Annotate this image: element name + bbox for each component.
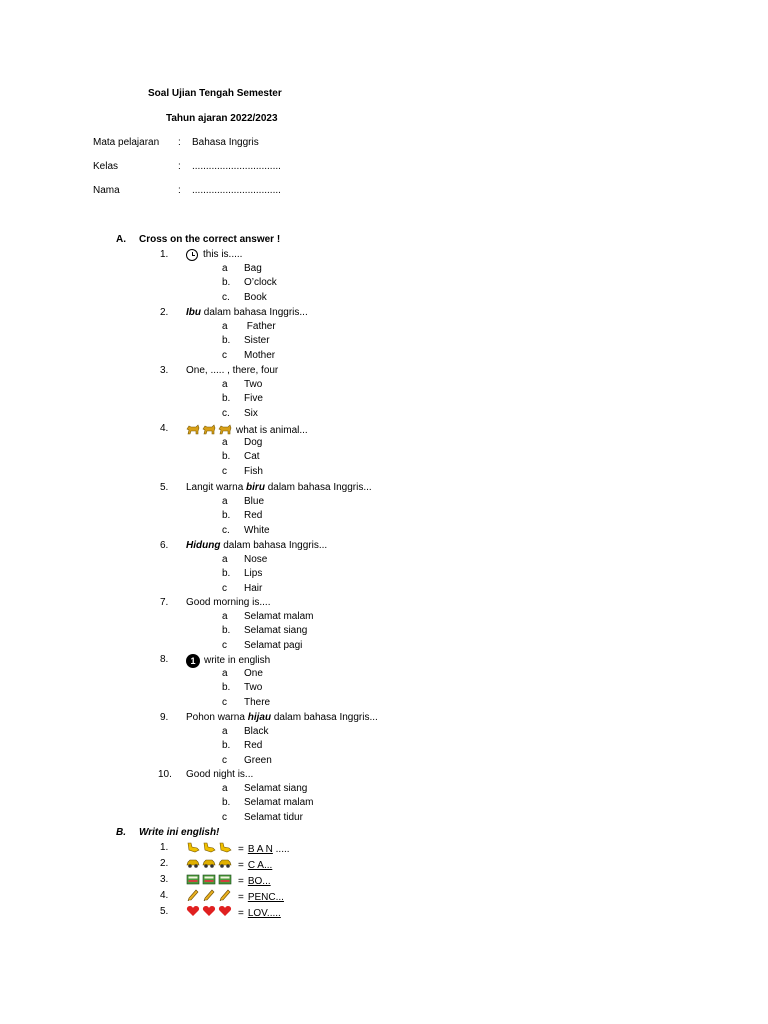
option-text: One — [244, 668, 263, 679]
answer-option[interactable] — [0, 726, 768, 740]
exam-title: Soal Ujian Tengah Semester — [148, 88, 282, 99]
question-text — [186, 365, 278, 377]
section-a-marker: A. — [116, 234, 126, 245]
option-letter: b. — [222, 510, 231, 522]
class-sep: : — [178, 161, 181, 172]
question — [0, 482, 768, 496]
equals-sign: = — [238, 907, 244, 919]
question-keyword: Hidung — [186, 540, 221, 551]
option-text: Selamat siang — [244, 625, 308, 637]
question-text-post: dalam bahasa Inggris... — [220, 540, 328, 551]
option-letter: b. — [222, 451, 231, 463]
answer-blank[interactable]: LOV..... — [247, 907, 281, 919]
item-line — [186, 889, 284, 906]
option-text: Red — [244, 510, 263, 522]
answer-option[interactable] — [0, 783, 768, 797]
heart-icon-group — [186, 905, 232, 922]
option-letter: a — [222, 321, 228, 332]
answer-tail: ..... — [272, 843, 290, 855]
answer-option[interactable] — [0, 292, 768, 306]
option-text: Nose — [244, 554, 268, 565]
option-text: Lips — [244, 568, 263, 580]
answer-option[interactable] — [0, 740, 768, 754]
question-text-post: this is..... — [203, 249, 243, 260]
question-text — [186, 769, 253, 781]
option-letter: a — [222, 554, 228, 565]
option-letter: b. — [222, 740, 231, 752]
question-keyword: biru — [246, 482, 265, 493]
answer-option[interactable] — [0, 682, 768, 696]
option-text: Hair — [244, 582, 263, 594]
class-label: Kelas — [93, 161, 119, 172]
option-letter: b. — [222, 625, 231, 637]
option-letter: c — [222, 696, 227, 708]
item-line — [186, 873, 271, 890]
option-text: Fish — [244, 465, 263, 477]
answer-option[interactable] — [0, 321, 768, 335]
option-letter: a — [222, 379, 228, 390]
pencil-icon-group — [186, 889, 232, 906]
book-icon — [186, 873, 200, 890]
option-letter: b. — [222, 277, 231, 289]
question — [0, 365, 768, 379]
option-letter: a — [222, 726, 228, 737]
equals-sign: = — [238, 843, 244, 855]
subject-label: Mata pelajaran — [93, 137, 160, 148]
option-letter: a — [222, 496, 228, 507]
question-text-pre: Good night is... — [186, 769, 254, 780]
answer-option[interactable] — [0, 510, 768, 524]
banana-icon — [202, 841, 216, 858]
section-b-title: Write ini english! — [139, 827, 220, 838]
question-text — [186, 654, 270, 668]
option-text: Book — [244, 291, 267, 303]
option-letter: a — [222, 437, 228, 448]
question-text — [186, 712, 378, 724]
option-letter: c. — [222, 291, 230, 303]
write-item — [0, 905, 768, 921]
question — [0, 249, 768, 263]
question — [0, 540, 768, 554]
question-number: 8. — [160, 654, 169, 665]
heart-icon — [218, 905, 232, 922]
answer-option[interactable] — [0, 350, 768, 364]
item-number: 5. — [160, 906, 169, 917]
question-text-post: dalam bahasa Inggris... — [201, 307, 308, 318]
clock-icon — [186, 249, 198, 261]
academic-year: Tahun ajaran 2022/2023 — [166, 113, 278, 124]
option-text: Six — [244, 407, 258, 419]
question — [0, 423, 768, 437]
heart-icon — [202, 905, 216, 922]
option-text: Selamat pagi — [244, 639, 303, 651]
book-icon-group — [186, 873, 232, 890]
option-letter: c. — [222, 524, 230, 536]
option-text: Mother — [244, 349, 276, 361]
answer-option[interactable] — [0, 466, 768, 480]
car-icon — [186, 857, 200, 874]
answer-option[interactable] — [0, 437, 768, 451]
option-text: Red — [244, 740, 263, 752]
write-item — [0, 841, 768, 857]
banana-icon — [218, 841, 232, 858]
option-text: Black — [244, 726, 269, 737]
option-text: White — [244, 524, 270, 536]
option-text: Blue — [244, 496, 265, 507]
section-b-marker: B. — [116, 827, 126, 838]
answer-option[interactable] — [0, 640, 768, 654]
option-letter: a — [222, 611, 228, 622]
answer-option[interactable] — [0, 583, 768, 597]
question-text — [186, 540, 327, 552]
answer-option[interactable] — [0, 568, 768, 582]
class-field: ................................ — [192, 161, 281, 172]
option-letter: b. — [222, 335, 231, 347]
answer-option[interactable] — [0, 263, 768, 277]
option-letter: b. — [222, 568, 231, 580]
answer-option[interactable] — [0, 451, 768, 465]
option-letter: c. — [222, 407, 230, 419]
write-item — [0, 873, 768, 889]
option-text: Selamat tidur — [244, 811, 303, 823]
option-text: Selamat malam — [244, 797, 314, 809]
question-number: 7. — [160, 597, 169, 608]
answer-option[interactable] — [0, 335, 768, 349]
option-letter: a — [222, 263, 228, 274]
answer-option[interactable] — [0, 554, 768, 568]
pencil-icon — [202, 889, 216, 906]
equals-sign: = — [238, 891, 244, 903]
question — [0, 712, 768, 726]
option-text: O’clock — [244, 277, 277, 289]
equals-sign: = — [238, 859, 244, 871]
item-line — [186, 857, 272, 874]
answer-option[interactable] — [0, 525, 768, 539]
question-number: 10. — [158, 769, 172, 780]
answer-option[interactable] — [0, 697, 768, 711]
answer-blank[interactable]: C A... — [247, 859, 273, 871]
option-text: Two — [244, 379, 263, 390]
option-letter: c — [222, 582, 227, 594]
question-text-post: write in english — [204, 655, 271, 666]
option-text: There — [244, 696, 271, 708]
answer-option[interactable] — [0, 393, 768, 407]
option-text: Cat — [244, 451, 260, 463]
answer-option[interactable] — [0, 611, 768, 625]
pencil-icon — [186, 889, 200, 906]
subject-sep: : — [178, 137, 181, 148]
item-line — [186, 905, 281, 922]
item-number: 2. — [160, 858, 169, 869]
option-letter: c — [222, 754, 227, 766]
option-letter: b. — [222, 393, 231, 405]
question-number: 2. — [160, 307, 169, 318]
answer-option[interactable] — [0, 668, 768, 682]
answer-blank[interactable]: BO... — [247, 875, 271, 887]
option-letter: b. — [222, 682, 231, 694]
name-sep: : — [178, 185, 181, 196]
answer-option[interactable] — [0, 755, 768, 769]
option-text: Selamat malam — [244, 611, 314, 622]
question-text-pre: One, ..... , there, four — [186, 365, 279, 376]
question-number: 3. — [160, 365, 169, 376]
answer-option[interactable] — [0, 625, 768, 639]
banana-icon-group — [186, 841, 232, 858]
question-text-pre: Good morning is.... — [186, 597, 271, 608]
answer-option[interactable] — [0, 408, 768, 422]
answer-option[interactable] — [0, 379, 768, 393]
answer-blank[interactable]: PENC... — [247, 891, 284, 903]
option-text: Five — [244, 393, 263, 405]
car-icon — [218, 857, 232, 874]
car-icon — [202, 857, 216, 874]
question-text-post: dalam bahasa Inggris... — [271, 712, 378, 723]
answer-option[interactable] — [0, 797, 768, 811]
banana-icon — [186, 841, 200, 858]
name-label: Nama — [93, 185, 120, 196]
question-number: 9. — [160, 712, 169, 723]
question-text-pre: Langit warna — [186, 482, 247, 493]
pencil-icon — [218, 889, 232, 906]
option-text: Selamat siang — [244, 783, 308, 794]
question — [0, 597, 768, 611]
question-text — [186, 307, 308, 319]
option-letter: a — [222, 668, 228, 679]
section-a-title: Cross on the correct answer ! — [139, 234, 281, 245]
question-keyword: hijau — [247, 712, 272, 723]
option-letter: a — [222, 783, 228, 794]
question-keyword: Ibu — [186, 307, 201, 318]
question-text-post: dalam bahasa Inggris... — [264, 482, 372, 493]
question-number: 4. — [160, 423, 169, 434]
heart-icon — [186, 905, 200, 922]
item-number: 3. — [160, 874, 169, 885]
question-text-pre: Pohon warna — [186, 712, 248, 723]
question-number: 5. — [160, 482, 169, 493]
equals-sign: = — [238, 875, 244, 887]
option-letter: c — [222, 349, 227, 361]
write-item — [0, 857, 768, 873]
option-text: Father — [244, 321, 276, 332]
car-icon-group — [186, 857, 232, 874]
question — [0, 654, 768, 668]
question-text-post: what is animal... — [236, 425, 308, 436]
option-text: Dog — [244, 437, 263, 448]
option-letter: c — [222, 639, 227, 651]
answer-option[interactable] — [0, 496, 768, 510]
item-number: 1. — [160, 842, 169, 853]
option-text: Two — [244, 682, 263, 694]
question-number: 6. — [160, 540, 169, 551]
item-line — [186, 841, 290, 858]
question-text — [186, 597, 270, 609]
write-item — [0, 889, 768, 905]
option-letter: b. — [222, 797, 231, 809]
subject-value: Bahasa Inggris — [192, 137, 259, 148]
option-letter: c — [222, 811, 227, 823]
option-text: Sister — [244, 335, 270, 347]
question — [0, 769, 768, 783]
question-text — [186, 482, 372, 494]
number-one-icon: 1 — [186, 654, 200, 668]
question-number: 1. — [160, 249, 169, 260]
option-letter: c — [222, 465, 227, 477]
option-text: Bag — [244, 263, 262, 274]
question — [0, 307, 768, 321]
answer-blank[interactable]: B A N — [247, 843, 273, 855]
question-text — [186, 249, 242, 261]
book-icon — [202, 873, 216, 890]
answer-option[interactable] — [0, 277, 768, 291]
answer-option[interactable] — [0, 812, 768, 826]
name-field: ................................ — [192, 185, 281, 196]
option-text: Green — [244, 754, 272, 766]
item-number: 4. — [160, 890, 169, 901]
book-icon — [218, 873, 232, 890]
